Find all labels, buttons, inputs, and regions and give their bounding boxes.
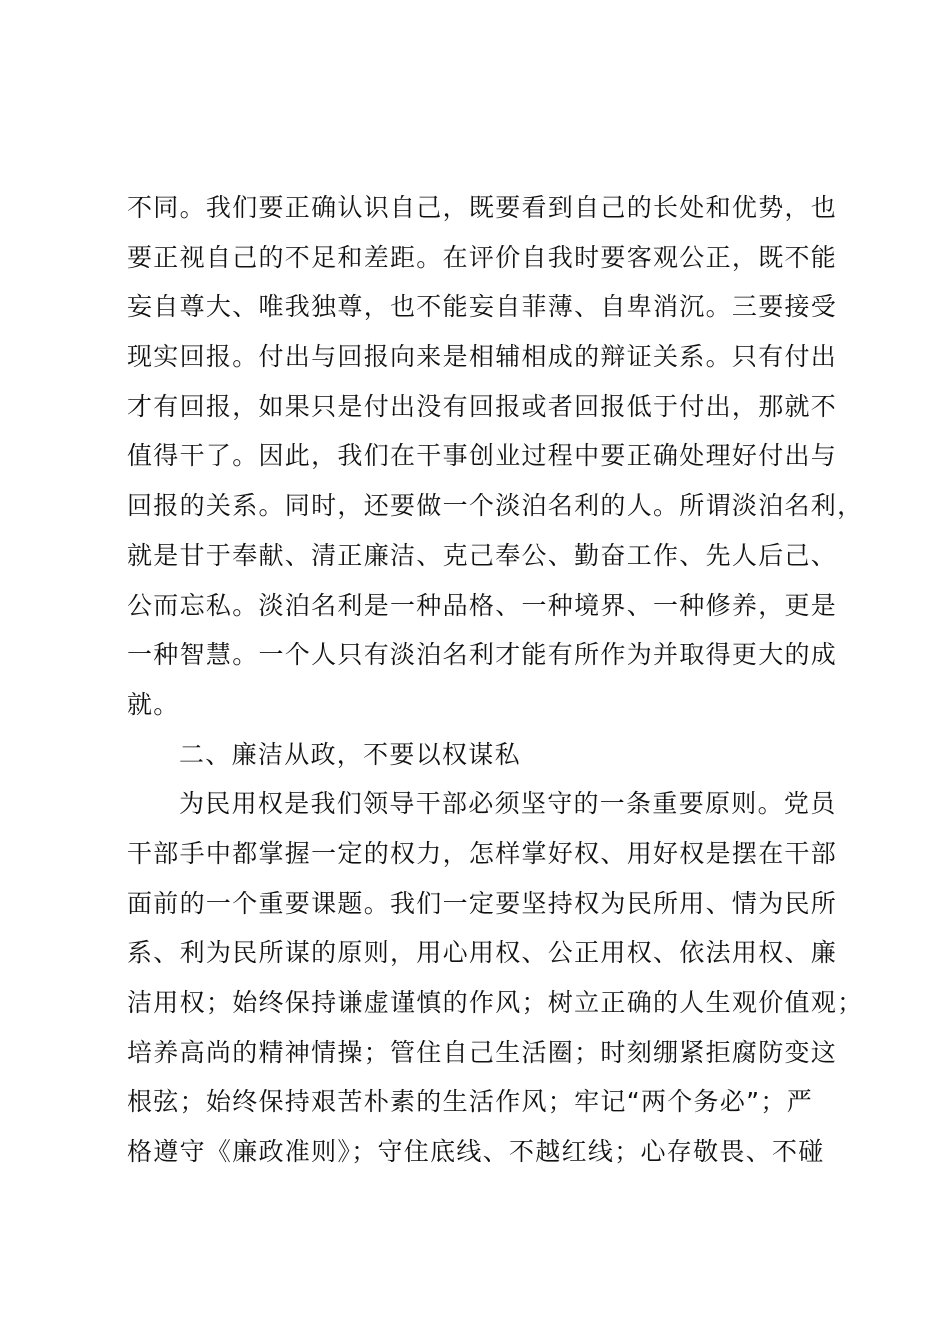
text-line: 公而忘私。淡泊名利是一种品格、一种境界、一种修养，更是 bbox=[127, 590, 838, 620]
text-line: 洁用权；始终保持谦虚谨慎的作风；树立正确的人生观价值观； bbox=[127, 988, 864, 1017]
text-line: 格遵守《廉政准则》；守住底线、不越红线；心存敬畏、不碰 bbox=[127, 1137, 825, 1167]
document-body bbox=[127, 183, 867, 1177]
text-line: 回报的关系。同时，还要做一个淡泊名利的人。所谓淡泊名利， bbox=[127, 491, 864, 521]
text-line: 要正视自己的不足和差距。在评价自我时要客观公正，既不能 bbox=[127, 242, 838, 272]
text-line: 干部手中都掌握一定的权力，怎样掌好权、用好权是摆在干部 bbox=[127, 838, 838, 868]
section-heading: 二、廉洁从政，不要以权谋私 bbox=[179, 739, 521, 769]
text-line: 就是甘于奉献、清正廉洁、克己奉公、勤奋工作、先人后己、 bbox=[127, 540, 838, 570]
text-line: 妄自尊大、唯我独尊，也不能妄自菲薄、自卑消沉。三要接受 bbox=[127, 292, 838, 322]
text-line: 面前的一个重要课题。我们一定要坚持权为民所用、情为民所 bbox=[127, 888, 838, 918]
text-line: 值得干了。因此，我们在干事创业过程中要正确处理好付出与 bbox=[127, 441, 838, 471]
text-line: 培养高尚的精神情操；管住自己生活圈；时刻绷紧拒腐防变这 bbox=[127, 1037, 838, 1067]
text-line: 根弦；始终保持艰苦朴素的生活作风；牢记“两个务必”；严 bbox=[127, 1087, 814, 1117]
text-line: 现实回报。付出与回报向来是相辅相成的辩证关系。只有付出 bbox=[127, 342, 838, 372]
text-line: 不同。我们要正确认识自己，既要看到自己的长处和优势，也 bbox=[127, 193, 838, 222]
text-line: 一种智慧。一个人只有淡泊名利才能有所作为并取得更大的成 bbox=[127, 640, 838, 670]
text-line: 就。 bbox=[127, 689, 180, 719]
text-line: 系、利为民所谋的原则，用心用权、公正用权、依法用权、廉 bbox=[127, 938, 838, 968]
text-line: 才有回报，如果只是付出没有回报或者回报低于付出，那就不 bbox=[127, 391, 838, 421]
text-line: 为民用权是我们领导干部必须坚守的一条重要原则。党员 bbox=[179, 789, 837, 819]
